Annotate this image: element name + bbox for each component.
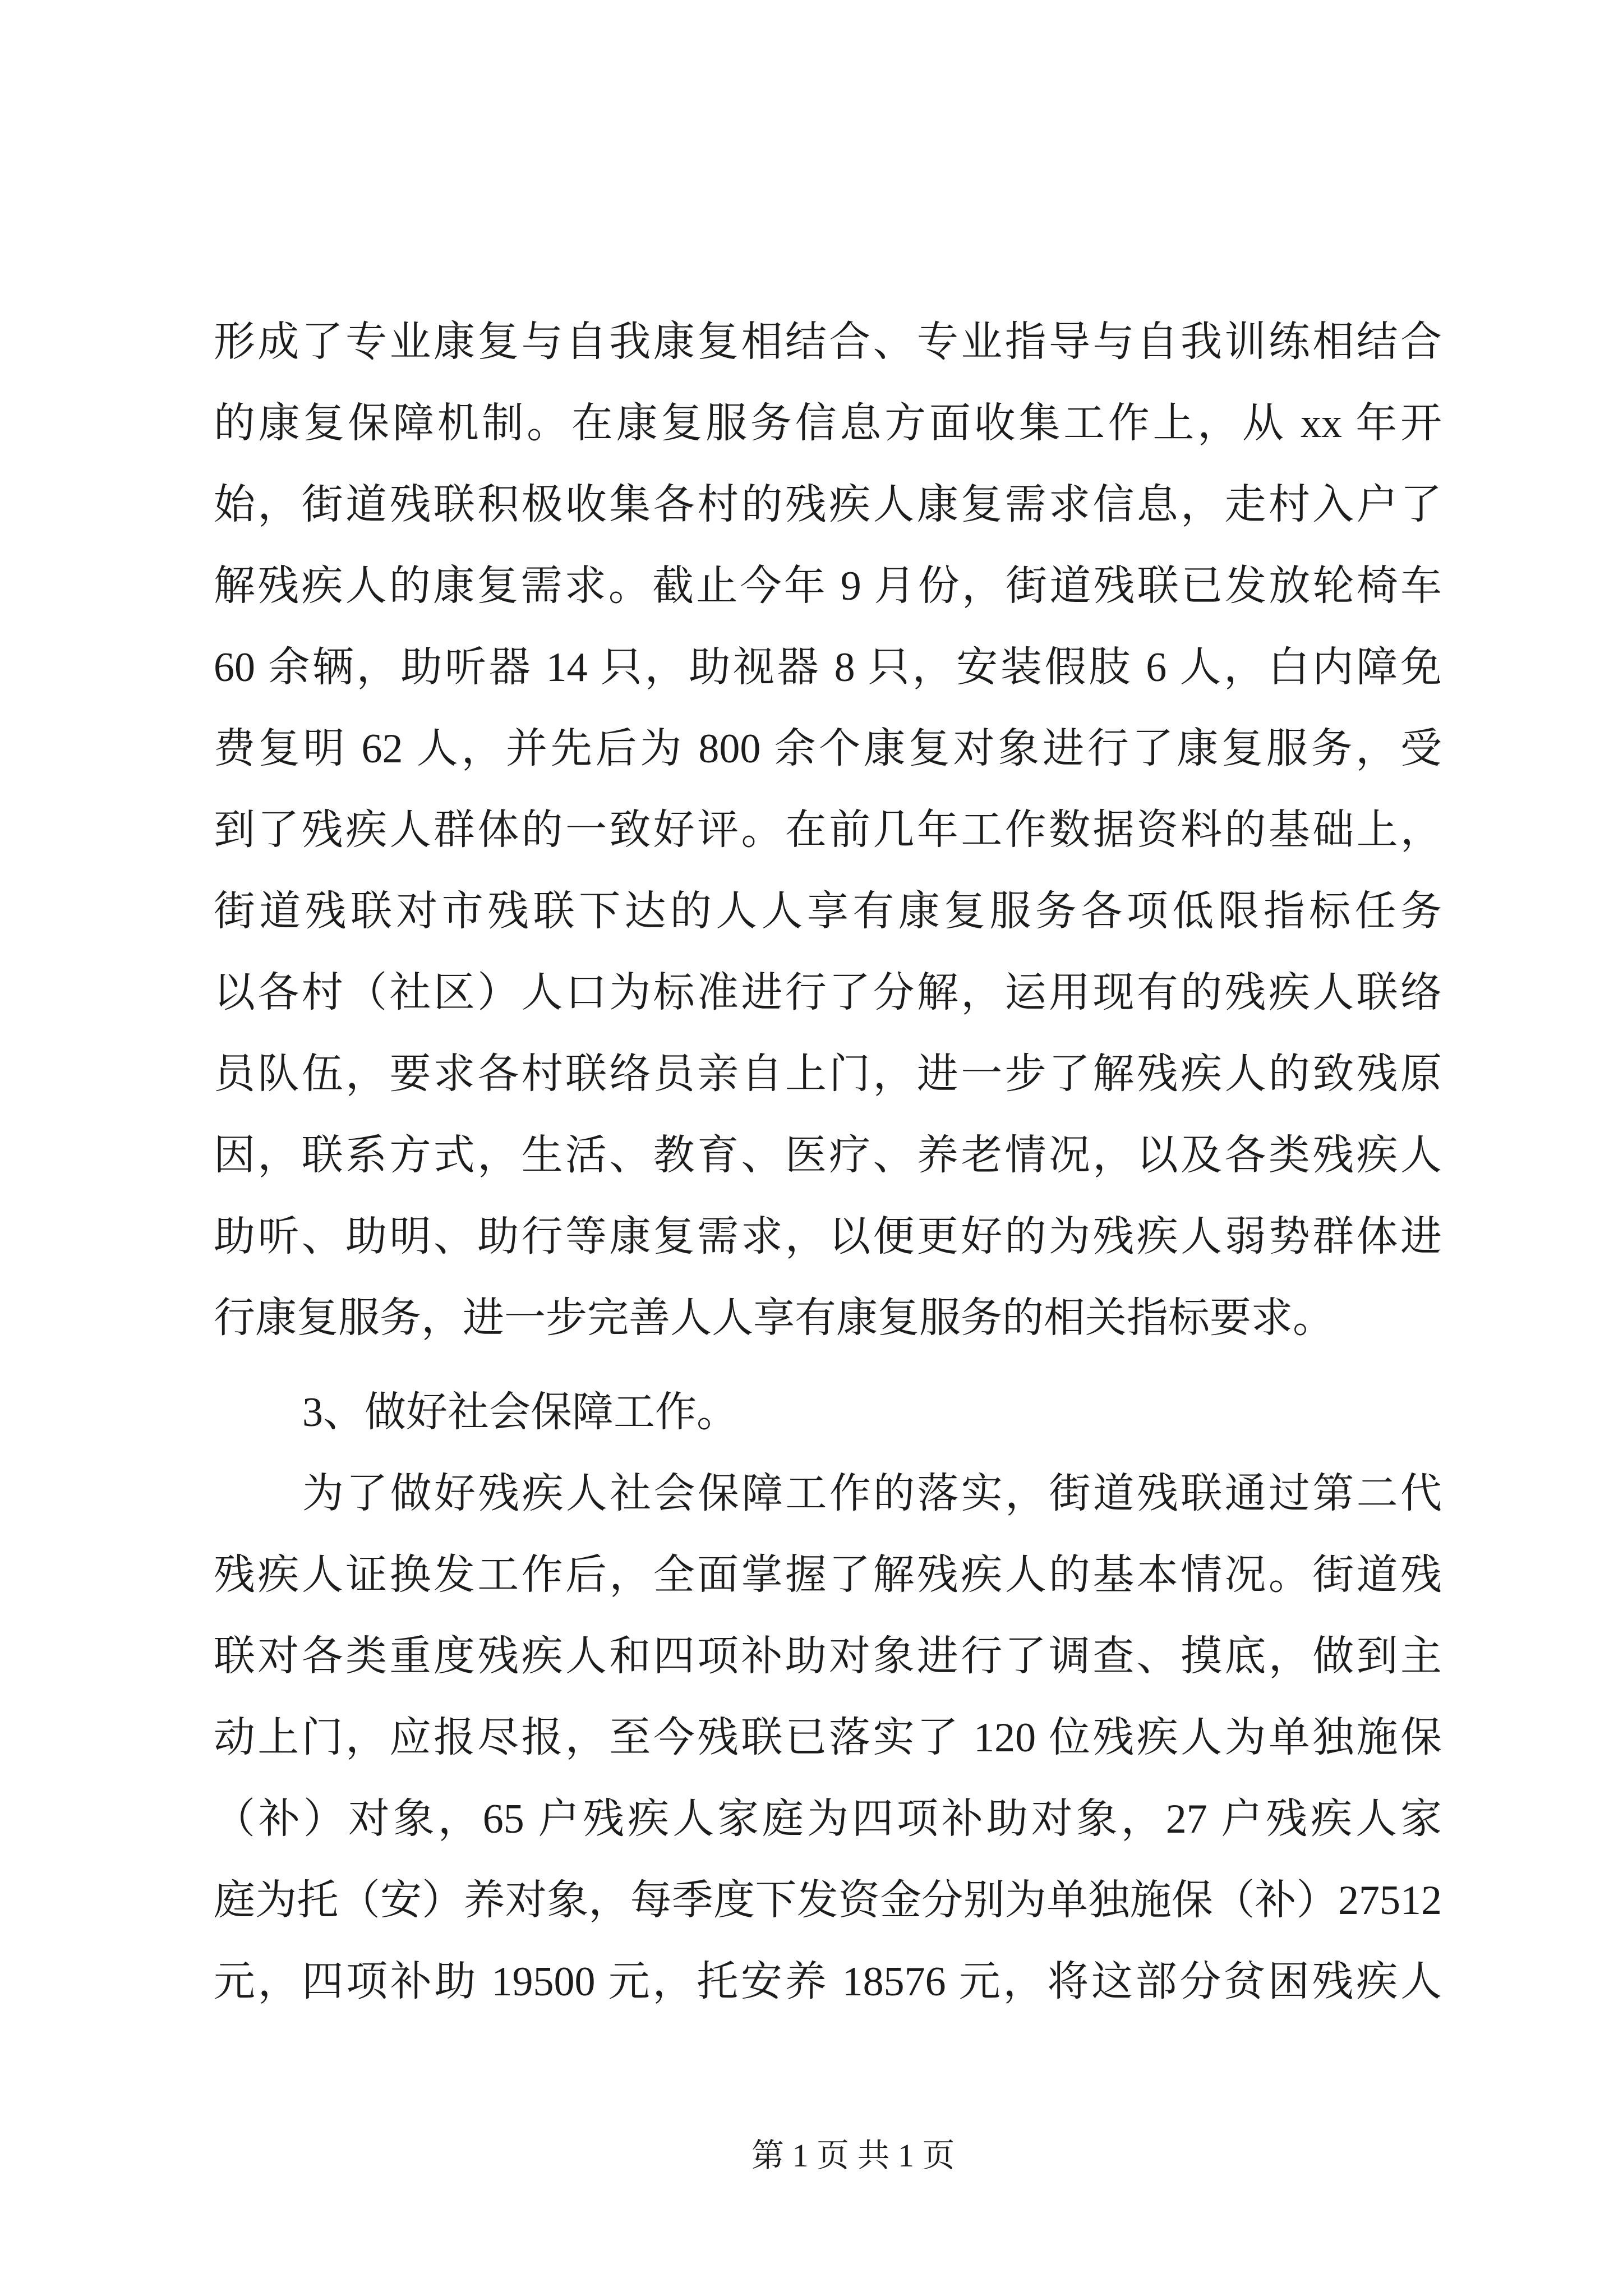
text-line: 残疾人证换发工作后，全面掌握了解残疾人的基本情况。街道残 bbox=[214, 1552, 1442, 1598]
text-line: 到了残疾人群体的一致好评。在前几年工作数据资料的基础上， bbox=[214, 807, 1442, 853]
text-line: 员队伍，要求各村联络员亲自上门，进一步了解残疾人的致残原 bbox=[214, 1051, 1442, 1097]
text-line: 联对各类重度残疾人和四项补助对象进行了调查、摸底，做到主 bbox=[214, 1634, 1442, 1680]
page-footer bbox=[751, 2135, 955, 2177]
text-line: 的康复保障机制。在康复服务信息方面收集工作上，从 xx 年开 bbox=[214, 401, 1442, 447]
text-line: 元，四项补助 19500 元，托安养 18576 元，将这部分贫困残疾人 bbox=[214, 1959, 1442, 2005]
page-number: 第 1 页 共 1 页 bbox=[751, 2137, 955, 2174]
document-body bbox=[214, 302, 1442, 2023]
text-line: 始，街道残联积极收集各村的残疾人康复需求信息，走村入户了 bbox=[214, 482, 1442, 528]
text-line: 因，联系方式，生活、教育、医疗、养老情况，以及各类残疾人 bbox=[214, 1133, 1442, 1179]
text-line: 庭为托（安）养对象，每季度下发资金分别为单独施保（补）27512 bbox=[214, 1878, 1442, 1924]
text-line: 助听、助明、助行等康复需求，以便更好的为残疾人弱势群体进 bbox=[214, 1214, 1442, 1260]
text-line: 街道残联对市残联下达的人人享有康复服务各项低限指标任务 bbox=[214, 889, 1442, 935]
text-line: （补）对象，65 户残疾人家庭为四项补助对象，27 户残疾人家 bbox=[214, 1796, 1442, 1842]
section-heading: 3、做好社会保障工作。 bbox=[302, 1389, 738, 1435]
text-line: 以各村（社区）人口为标准进行了分解，运用现有的残疾人联络 bbox=[214, 970, 1442, 1016]
paragraph-social-security bbox=[214, 1453, 1442, 2023]
text-line: 行康复服务，进一步完善人人享有康复服务的相关指标要求。 bbox=[214, 1295, 1334, 1341]
text-line: 60 余辆，助听器 14 只，助视器 8 只，安装假肢 6 人，白内障免 bbox=[214, 645, 1442, 691]
text-line: 解残疾人的康复需求。截止今年 9 月份，街道残联已发放轮椅车 bbox=[214, 563, 1442, 609]
text-line: 动上门，应报尽报，至今残联已落实了 120 位残疾人为单独施保 bbox=[214, 1715, 1442, 1761]
text-line: 为了做好残疾人社会保障工作的落实，街道残联通过第二代 bbox=[302, 1471, 1442, 1517]
section-heading-social-security bbox=[214, 1372, 1442, 1453]
paragraph-rehabilitation-services bbox=[214, 302, 1442, 1359]
text-line: 形成了专业康复与自我康复相结合、专业指导与自我训练相结合 bbox=[214, 319, 1442, 365]
text-line: 费复明 62 人，并先后为 800 余个康复对象进行了康复服务，受 bbox=[214, 726, 1442, 772]
